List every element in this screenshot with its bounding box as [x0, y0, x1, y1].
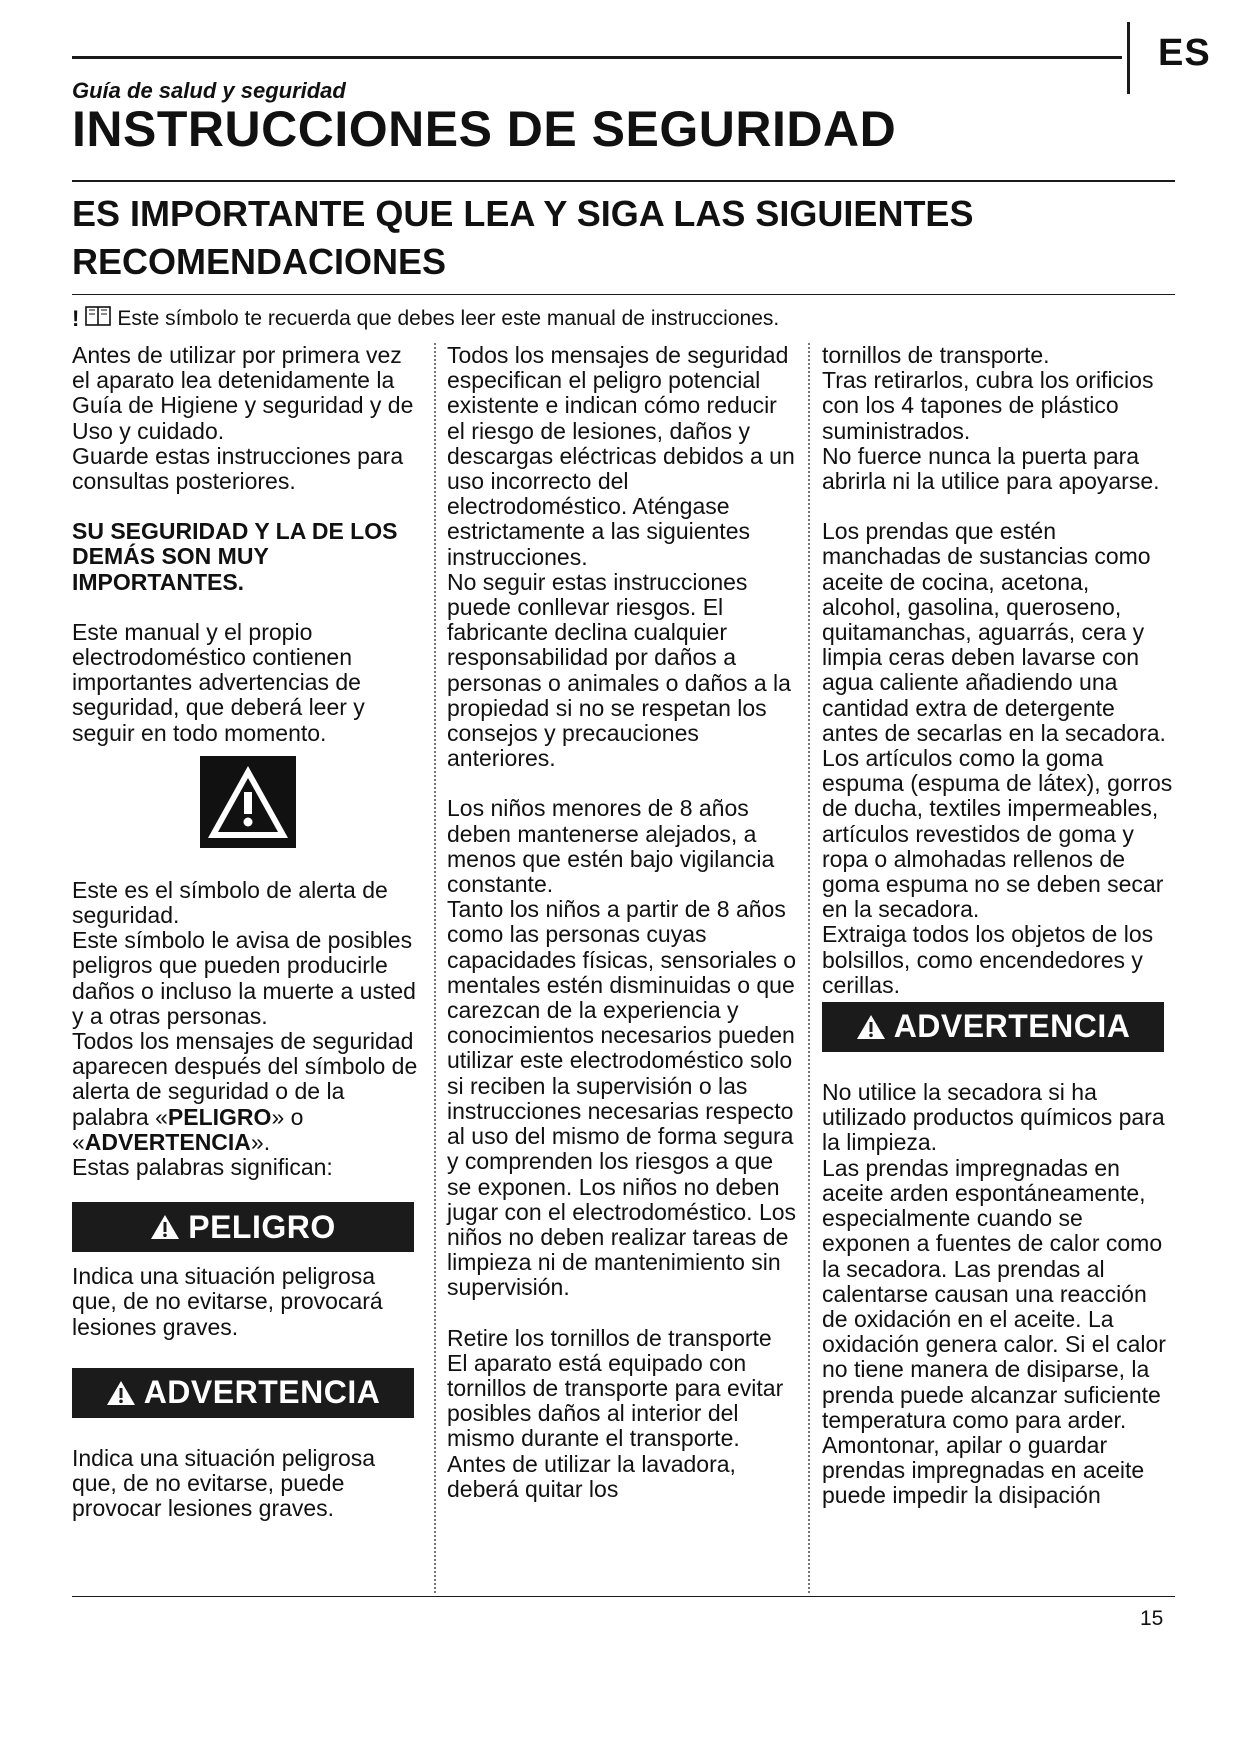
paragraph: tornillos de transporte.	[822, 342, 1050, 368]
heading-rule	[72, 294, 1175, 295]
section-heading-line1: ES IMPORTANTE QUE LEA Y SIGA LAS SIGUIENTES	[72, 193, 974, 234]
paragraph: El aparato está equipado con tornillos de transporte para evitar posibles daños al interior del mismo durante el transporte. Antes de utilizar la lavadora, deberá quitar los	[447, 1349, 784, 1502]
paragraph-heading: Retire los tornillos de transporte	[447, 1324, 772, 1351]
exclamation-mark: !	[72, 306, 80, 331]
column-1	[72, 343, 424, 1522]
paragraph: Indica una situación peligrosa que, de no evitarse, puede provocar lesiones graves.	[72, 1444, 376, 1522]
paragraph: Este manual y el propio electrodoméstico contienen importantes advertencias de seguridad, que deberá leer y seguir en todo momento.	[72, 618, 365, 746]
warning-banner	[822, 1002, 1164, 1052]
warning-triangle-icon	[856, 1014, 886, 1040]
warning-banner	[72, 1368, 414, 1418]
column-divider	[808, 343, 810, 1593]
section-heading-line2: RECOMENDACIONES	[72, 241, 447, 282]
paragraph: No fuerce nunca la puerta para abrirla ni la utilice para apoyarse.	[822, 442, 1160, 495]
header-vertical-rule	[1127, 22, 1130, 94]
warning-triangle-icon	[106, 1380, 136, 1406]
top-rule	[72, 56, 1122, 59]
paragraph: No seguir estas instrucciones puede conllevar riesgos. El fabricante declina cualquier responsabilidad por daños a personas o animales o daños a la propiedad si no se respetan los consejos y precauciones anteriores.	[447, 568, 791, 772]
paragraph: Extraiga todos los objetos de los bolsillos, como encendedores y cerillas.	[822, 921, 1154, 998]
paragraph: Este símbolo le avisa de posibles peligros que pueden producirle daños o incluso la muerte a usted y a otras personas.	[72, 927, 416, 1029]
warning-triangle-icon	[200, 756, 296, 848]
paragraph: No utilice la secadora si ha utilizado productos químicos para la limpieza.	[822, 1079, 1165, 1156]
language-code: ES	[1158, 32, 1211, 74]
warning-banner-label: ADVERTENCIA	[893, 1008, 1131, 1045]
column-3	[822, 343, 1174, 1509]
paragraph: Guarde estas instrucciones para consultas posteriores.	[72, 442, 404, 495]
paragraph: Todos los mensajes de seguridad aparecen después del símbolo de alerta de seguridad o de la palabra «PELIGRO» o «ADVERTENCIA».	[72, 1028, 418, 1155]
column-divider	[434, 343, 436, 1593]
document-subtitle: Guía de salud y seguridad	[72, 78, 346, 103]
column-2	[447, 343, 799, 1502]
manual-notice-text: Este símbolo te recuerda que debes leer este manual de instrucciones.	[117, 307, 780, 330]
paragraph: Antes de utilizar por primera vez el aparato lea detenidamente la Guía de Higiene y seguridad y de Uso y cuidado.	[72, 342, 414, 444]
paragraph: Los artículos como la goma espuma (espuma de látex), gorros de ducha, textiles impermeables, artículos revestidos de goma y ropa o almohadas rellenos de goma espuma no se deben secar en la secadora.	[822, 745, 1173, 923]
warning-triangle-icon	[150, 1214, 180, 1240]
section-heading	[72, 190, 1162, 286]
page-number: 15	[1140, 1607, 1164, 1630]
paragraph: Este es el símbolo de alerta de seguridad.	[72, 876, 388, 929]
paragraph: Indica una situación peligrosa que, de no evitarse, provocará lesiones graves.	[72, 1263, 383, 1340]
warning-banner-label: ADVERTENCIA	[143, 1374, 381, 1411]
alert-symbol-box	[72, 756, 424, 848]
paragraph: Los prendas que estén manchadas de sustancias como aceite de cocina, acetona, alcohol, gasolina, queroseno, quitamanchas, aguarrás, cera y limpia ceras deben lavarse con agua caliente añadiendo una cantidad extra de detergente antes de secarlas en la secadora.	[822, 518, 1166, 746]
danger-banner-label: PELIGRO	[188, 1208, 336, 1245]
warning-word: ADVERTENCIA	[84, 1128, 251, 1155]
paragraph: Tanto los niños a partir de 8 años como las personas cuyas capacidades físicas, sensoriales o mentales estén disminuidas o que carezcan de la experiencia y conocimientos necesarios pueden utilizar este electrodoméstico solo si reciben la supervisión o las instrucciones necesarias respecto al uso del mismo de forma segura y comprenden los riesgos a que se exponen. Los niños no deben jugar con el electrodoméstico. Los niños no deben realizar tareas de limpieza ni de mantenimiento sin supervisión.	[447, 896, 797, 1301]
page-title: INSTRUCCIONES DE SEGURIDAD	[72, 101, 897, 157]
danger-banner	[72, 1202, 414, 1252]
paragraph: Tras retirarlos, cubra los orificios con los 4 tapones de plástico suministrados.	[822, 367, 1154, 444]
footer-rule	[72, 1596, 1175, 1597]
manual-notice	[72, 305, 779, 333]
book-icon	[85, 305, 111, 333]
paragraph: Las prendas impregnadas en aceite arden espontáneamente, especialmente cuando se exponen a fuentes de calor como la secadora. Las prendas al calentarse causan una reacción de oxidación en el aceite. La oxidación genera calor. Si el calor no tiene manera de disiparse, la prenda puede alcanzar suficiente temperatura como para arder. Amontonar, apilar o guardar prendas impregnadas en aceite puede impedir la disipación	[822, 1154, 1166, 1509]
paragraph: Todos los mensajes de seguridad especifican el peligro potencial existente e indican cómo reducir el riesgo de lesiones, daños y descargas eléctricas debidos a un uso incorrecto del electrodoméstico. Aténgase estrictamente a las siguientes instrucciones.	[447, 342, 795, 570]
danger-word: PELIGRO	[167, 1103, 272, 1130]
paragraph: Los niños menores de 8 años deben mantenerse alejados, a menos que estén bajo vigilancia constante.	[447, 795, 775, 898]
title-rule	[72, 180, 1175, 182]
paragraph: Estas palabras significan:	[72, 1154, 333, 1181]
safety-important-text: SU SEGURIDAD Y LA DE LOS DEMÁS SON MUY IMPORTANTES.	[72, 518, 398, 595]
